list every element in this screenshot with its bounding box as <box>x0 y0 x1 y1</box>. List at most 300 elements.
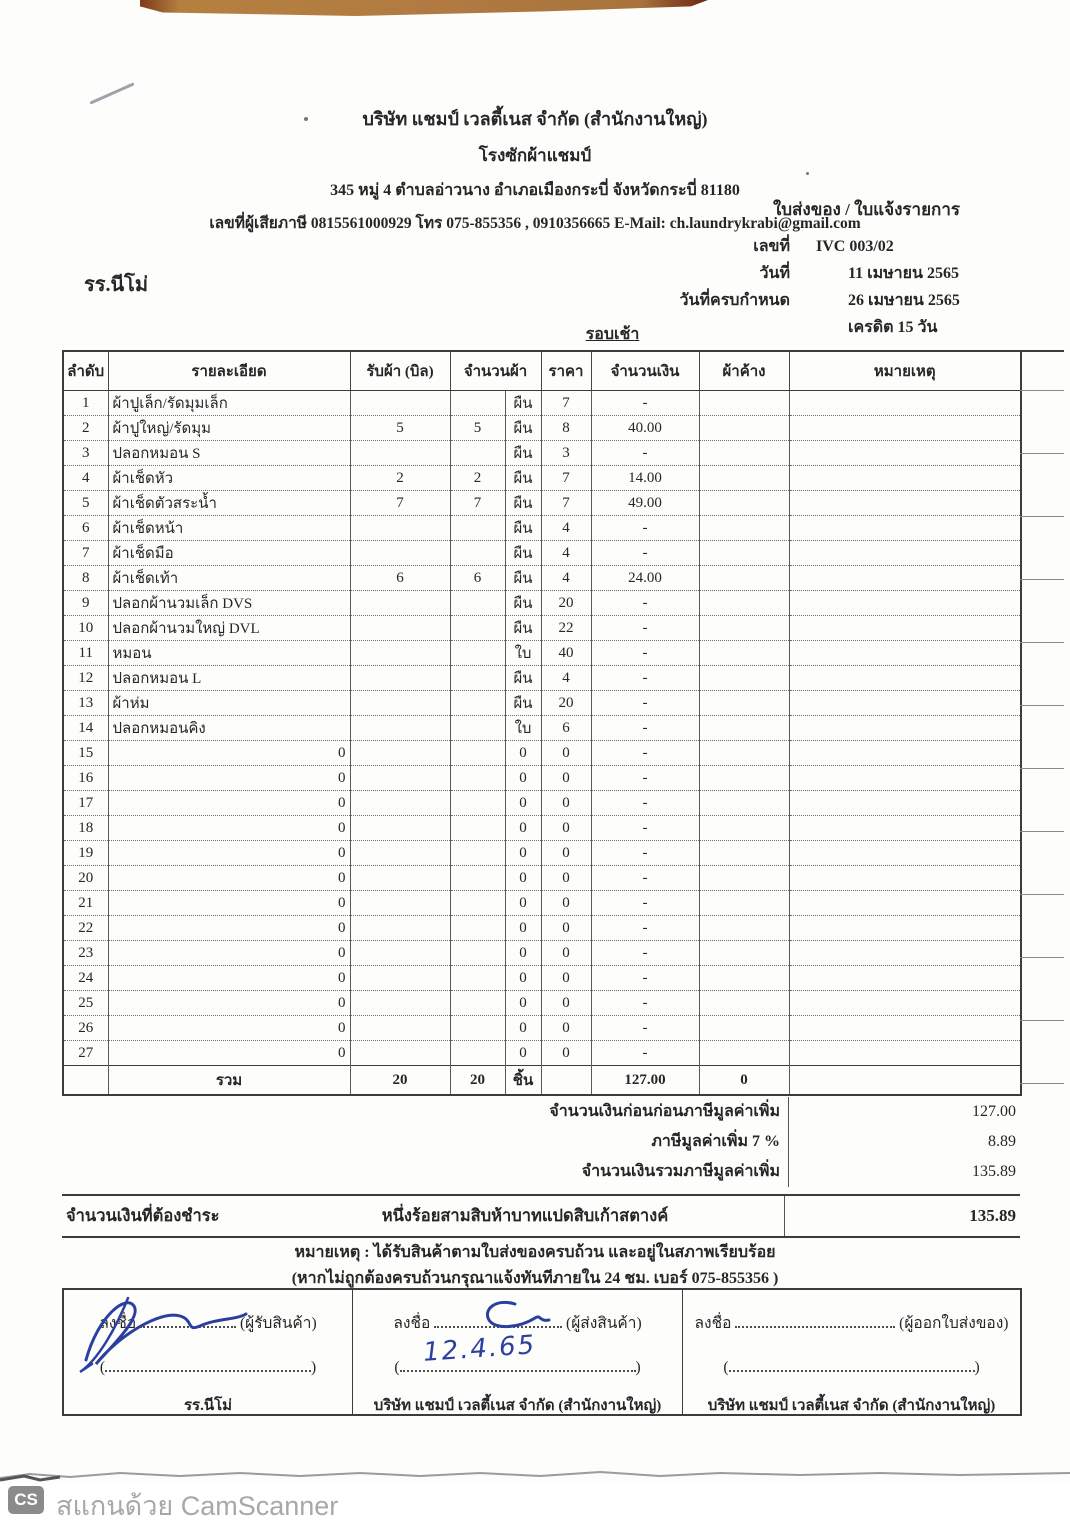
item-description: ปลอกหมอนคิง <box>108 716 350 741</box>
col-amount: จำนวนเงิน <box>591 351 699 391</box>
price: 0 <box>541 966 591 991</box>
unit: 0 <box>505 991 541 1016</box>
amount: - <box>591 591 699 616</box>
note <box>789 841 1021 866</box>
received-bill <box>350 716 450 741</box>
unit: ผืน <box>505 591 541 616</box>
row-number: 15 <box>63 741 108 766</box>
item-description: ผ้าเช็ดหัว <box>108 466 350 491</box>
row-number: 3 <box>63 441 108 466</box>
price: 0 <box>541 1041 591 1066</box>
note <box>789 666 1021 691</box>
total-received: 20 <box>350 1066 450 1096</box>
table-row <box>63 691 1021 716</box>
cloth-count: 5 <box>450 416 505 441</box>
pending-cloth <box>699 741 789 766</box>
table-row <box>63 441 1021 466</box>
pending-cloth <box>699 1016 789 1041</box>
price: 40 <box>541 641 591 666</box>
received-bill <box>350 941 450 966</box>
item-description: ปลอกผ้านวมใหญ่ DVL <box>108 616 350 641</box>
amount: - <box>591 391 699 416</box>
item-description: ผ้าเช็ดตัวสระน้ำ <box>108 491 350 516</box>
amount: 49.00 <box>591 491 699 516</box>
note <box>789 466 1021 491</box>
unit: ผืน <box>505 666 541 691</box>
price: 0 <box>541 941 591 966</box>
total-unit: ชิ้น <box>505 1066 541 1096</box>
table-row <box>63 766 1021 791</box>
signer-role: (ผู้ออกใบส่งของ) <box>899 1315 1009 1332</box>
row-number: 7 <box>63 541 108 566</box>
cloth-count <box>450 541 505 566</box>
table-row <box>63 941 1021 966</box>
row-number: 16 <box>63 766 108 791</box>
subtotal-label: จำนวนเงินก่อนก่อนภาษีมูลค่าเพิ่ม <box>62 1097 789 1127</box>
cloth-count <box>450 591 505 616</box>
company-name: บริษัท แชมป์ เวลตี้เนส จำกัด (สำนักงานใหญ่) <box>362 109 708 129</box>
item-description: 0 <box>108 1016 350 1041</box>
cloth-count: 6 <box>450 566 505 591</box>
item-description: 0 <box>108 966 350 991</box>
note <box>789 691 1021 716</box>
amount: - <box>591 966 699 991</box>
pending-cloth <box>699 966 789 991</box>
note <box>789 441 1021 466</box>
cloth-count <box>450 741 505 766</box>
amount: - <box>591 691 699 716</box>
cloth-count <box>450 666 505 691</box>
tax-id-line: เลขที่ผู้เสียภาษี 0815561000929 โทร 075-855356 , 0910356665 E-Mail: ch.laundrykrabi@gmail.com <box>209 215 861 232</box>
price: 0 <box>541 1016 591 1041</box>
price: 3 <box>541 441 591 466</box>
cloth-count <box>450 516 505 541</box>
pending-cloth <box>699 866 789 891</box>
handwritten-date: 12.4.65 <box>422 1330 538 1368</box>
item-description: 0 <box>108 766 350 791</box>
table-row <box>63 591 1021 616</box>
cloth-count <box>450 766 505 791</box>
table-row <box>63 916 1021 941</box>
cloth-count <box>450 966 505 991</box>
table-row <box>63 1041 1021 1066</box>
table-row <box>63 866 1021 891</box>
received-bill <box>350 991 450 1016</box>
table-row <box>63 991 1021 1016</box>
amount: - <box>591 916 699 941</box>
note <box>789 391 1021 416</box>
unit: 0 <box>505 841 541 866</box>
received-bill <box>350 866 450 891</box>
amount: - <box>591 616 699 641</box>
note <box>789 566 1021 591</box>
price: 0 <box>541 916 591 941</box>
item-description: 0 <box>108 891 350 916</box>
row-number: 22 <box>63 916 108 941</box>
total-label: รวม <box>108 1066 350 1096</box>
pen-scribble-mark <box>89 82 134 104</box>
row-number: 12 <box>63 666 108 691</box>
unit: 0 <box>505 766 541 791</box>
unit: ผืน <box>505 516 541 541</box>
received-bill: 6 <box>350 566 450 591</box>
amount-due-value: 135.89 <box>969 1206 1016 1225</box>
col-note: หมายเหตุ <box>789 351 1021 391</box>
unit: ผืน <box>505 466 541 491</box>
cloth-count <box>450 891 505 916</box>
pending-cloth <box>699 491 789 516</box>
item-description: หมอน <box>108 641 350 666</box>
amount: - <box>591 841 699 866</box>
row-number: 10 <box>63 616 108 641</box>
amount: - <box>591 716 699 741</box>
pending-cloth <box>699 516 789 541</box>
item-description: 0 <box>108 741 350 766</box>
price: 0 <box>541 741 591 766</box>
amount: - <box>591 941 699 966</box>
sign-label: ลงชื่อ <box>99 1315 137 1332</box>
invoice-no-value: IVC 003/02 <box>816 238 894 255</box>
total-price <box>541 1066 591 1096</box>
item-description: 0 <box>108 866 350 891</box>
amount: - <box>591 1041 699 1066</box>
table-row <box>63 616 1021 641</box>
received-bill <box>350 916 450 941</box>
issuer-org: บริษัท แชมป์ เวลตี้เนส จำกัด (สำนักงานใหญ่) <box>707 1398 996 1414</box>
unit: ผืน <box>505 541 541 566</box>
table-row <box>63 416 1021 441</box>
amount: - <box>591 441 699 466</box>
price: 0 <box>541 991 591 1016</box>
unit: 0 <box>505 741 541 766</box>
unit: 0 <box>505 916 541 941</box>
item-description: ผ้าปูเล็ก/รัดมุมเล็ก <box>108 391 350 416</box>
pending-cloth <box>699 566 789 591</box>
price: 7 <box>541 466 591 491</box>
amount: - <box>591 866 699 891</box>
received-bill <box>350 891 450 916</box>
price: 7 <box>541 391 591 416</box>
note <box>789 916 1021 941</box>
amount: - <box>591 791 699 816</box>
table-row <box>63 966 1021 991</box>
price: 8 <box>541 416 591 441</box>
cloth-count <box>450 791 505 816</box>
note <box>789 541 1021 566</box>
company-address: 345 หมู่ 4 ตำบลอ่าวนาง อำเภอเมืองกระบี่ จังหวัดกระบี่ 81180 <box>330 182 740 199</box>
received-bill <box>350 541 450 566</box>
torn-paper-edge <box>0 1468 1070 1482</box>
price: 0 <box>541 791 591 816</box>
remark-line-1: หมายเหตุ : ได้รับสินค้าตามใบส่งของครบถ้วน และอยู่ในสภาพเรียบร้อย <box>294 1244 776 1261</box>
cloth-count <box>450 1016 505 1041</box>
amount: - <box>591 991 699 1016</box>
pending-cloth <box>699 716 789 741</box>
price: 20 <box>541 591 591 616</box>
unit: ผืน <box>505 616 541 641</box>
sign-label: ลงชื่อ <box>694 1315 732 1332</box>
cloth-count <box>450 691 505 716</box>
received-bill <box>350 616 450 641</box>
pending-cloth <box>699 991 789 1016</box>
signature-section <box>62 1288 1022 1416</box>
signature-line <box>140 1313 236 1328</box>
pending-cloth <box>699 941 789 966</box>
document-type-title: ใบส่งของ / ใบแจ้งรายการ <box>772 200 960 219</box>
subtotal-value: 127.00 <box>972 1103 1016 1120</box>
row-number: 4 <box>63 466 108 491</box>
price: 22 <box>541 616 591 641</box>
name-line <box>105 1357 311 1372</box>
note <box>789 1041 1021 1066</box>
unit: 0 <box>505 791 541 816</box>
note <box>789 616 1021 641</box>
item-description: 0 <box>108 791 350 816</box>
unit: ผืน <box>505 441 541 466</box>
row-number: 6 <box>63 516 108 541</box>
signer-role: (ผู้ส่งสินค้า) <box>566 1315 642 1332</box>
camscanner-text: สแกนด้วย CamScanner <box>56 1491 339 1521</box>
item-description: 0 <box>108 816 350 841</box>
unit: ผืน <box>505 416 541 441</box>
table-row <box>63 791 1021 816</box>
unit: 0 <box>505 866 541 891</box>
pending-cloth <box>699 641 789 666</box>
row-number: 18 <box>63 816 108 841</box>
pending-cloth <box>699 541 789 566</box>
unit: 0 <box>505 1016 541 1041</box>
signature-box-sender: 12.4.65 ลงชื่อ (ผู้ส่งสินค้า) ( ) บริษัท แชมป์ เวลตี้เนส จำกัด (สำนักงานใหญ่) <box>353 1290 683 1414</box>
received-bill <box>350 1041 450 1066</box>
note <box>789 966 1021 991</box>
amount: - <box>591 766 699 791</box>
cloth-count <box>450 716 505 741</box>
round-label: รอบเช้า <box>585 326 640 343</box>
table-row <box>63 741 1021 766</box>
row-number: 9 <box>63 591 108 616</box>
row-number: 21 <box>63 891 108 916</box>
received-bill <box>350 591 450 616</box>
note <box>789 791 1021 816</box>
item-description: ปลอกหมอน S <box>108 441 350 466</box>
item-description: ผ้าเช็ดมือ <box>108 541 350 566</box>
pending-cloth <box>699 691 789 716</box>
due-date-value: 26 เมษายน 2565 <box>848 292 960 309</box>
total-note <box>789 1066 1021 1096</box>
amount: - <box>591 666 699 691</box>
note <box>789 741 1021 766</box>
amount: 40.00 <box>591 416 699 441</box>
table-row <box>63 641 1021 666</box>
amount-due-row <box>62 1194 1020 1238</box>
price: 4 <box>541 666 591 691</box>
cloth-count <box>450 991 505 1016</box>
pending-cloth <box>699 616 789 641</box>
price: 20 <box>541 691 591 716</box>
scan-background-strip <box>140 0 708 16</box>
item-description: ผ้าปูใหญ่/รัดมุม <box>108 416 350 441</box>
row-number: 27 <box>63 1041 108 1066</box>
cloth-count <box>450 391 505 416</box>
row-number: 23 <box>63 941 108 966</box>
cloth-count <box>450 916 505 941</box>
pending-cloth <box>699 441 789 466</box>
receiver-org: รร.นีโม่ <box>183 1398 233 1414</box>
cloth-count <box>450 616 505 641</box>
row-number: 11 <box>63 641 108 666</box>
row-number: 24 <box>63 966 108 991</box>
table-row <box>63 1016 1021 1041</box>
invoice-date-value: 11 เมษายน 2565 <box>848 265 959 282</box>
note <box>789 641 1021 666</box>
item-description: 0 <box>108 916 350 941</box>
amount-due-label: จำนวนเงินที่ต้องชำระ <box>66 1206 220 1225</box>
unit: ใบ <box>505 641 541 666</box>
row-number: 13 <box>63 691 108 716</box>
cloth-count: 2 <box>450 466 505 491</box>
amount: - <box>591 741 699 766</box>
table-header-row <box>63 351 1021 391</box>
row-number: 19 <box>63 841 108 866</box>
col-cloth-count: จำนวนผ้า <box>450 351 541 391</box>
note <box>789 1016 1021 1041</box>
received-bill <box>350 691 450 716</box>
row-number: 26 <box>63 1016 108 1041</box>
row-number: 8 <box>63 566 108 591</box>
col-price: ราคา <box>541 351 591 391</box>
unit: ใบ <box>505 716 541 741</box>
table-row <box>63 491 1021 516</box>
received-bill <box>350 441 450 466</box>
row-number: 14 <box>63 716 108 741</box>
cloth-count <box>450 841 505 866</box>
row-number: 5 <box>63 491 108 516</box>
amount: 14.00 <box>591 466 699 491</box>
table-row <box>63 841 1021 866</box>
item-description: 0 <box>108 841 350 866</box>
row-number: 17 <box>63 791 108 816</box>
received-bill <box>350 741 450 766</box>
col-description: รายละเอียด <box>108 351 350 391</box>
pending-cloth <box>699 391 789 416</box>
due-date-label: วันที่ครบกำหนด <box>679 292 790 309</box>
item-description: 0 <box>108 941 350 966</box>
unit: 0 <box>505 941 541 966</box>
total-pending: 0 <box>699 1066 789 1096</box>
invoice-date-label: วันที่ <box>759 265 790 282</box>
note <box>789 516 1021 541</box>
note <box>789 866 1021 891</box>
table-row <box>63 566 1021 591</box>
received-bill: 5 <box>350 416 450 441</box>
pending-cloth <box>699 816 789 841</box>
price: 4 <box>541 516 591 541</box>
table-row <box>63 891 1021 916</box>
received-bill <box>350 791 450 816</box>
note <box>789 941 1021 966</box>
col-received-bill: รับผ้า (บิล) <box>350 351 450 391</box>
amount: - <box>591 541 699 566</box>
pending-cloth <box>699 766 789 791</box>
sender-org: บริษัท แชมป์ เวลตี้เนส จำกัด (สำนักงานใหญ่) <box>373 1398 662 1414</box>
note <box>789 716 1021 741</box>
customer-name: รร.นีโม่ <box>84 274 149 296</box>
col-no: ลำดับ <box>63 351 108 391</box>
note <box>789 491 1021 516</box>
unit: ผืน <box>505 566 541 591</box>
name-line <box>729 1357 975 1372</box>
table-row <box>63 391 1021 416</box>
note <box>789 991 1021 1016</box>
total-amount: 127.00 <box>591 1066 699 1096</box>
ruled-lines-extension <box>1020 350 1064 1097</box>
received-bill <box>350 641 450 666</box>
pending-cloth <box>699 666 789 691</box>
received-bill <box>350 666 450 691</box>
price: 0 <box>541 816 591 841</box>
remark-line-2: (หากไม่ถูกต้องครบถ้วนกรุณาแจ้งทันทีภายใน 24 ชม. เบอร์ 075-855356 ) <box>291 1270 779 1287</box>
total-count: 20 <box>450 1066 505 1096</box>
totals-summary <box>62 1097 1020 1187</box>
received-bill: 2 <box>350 466 450 491</box>
credit-terms: เครดิต 15 วัน <box>848 319 938 336</box>
signer-role: (ผู้รับสินค้า) <box>239 1315 317 1332</box>
grand-total-value: 135.89 <box>972 1163 1016 1180</box>
item-description: ปลอกผ้านวมเล็ก DVS <box>108 591 350 616</box>
pending-cloth <box>699 841 789 866</box>
price: 4 <box>541 541 591 566</box>
unit: 0 <box>505 891 541 916</box>
amount: - <box>591 816 699 841</box>
vat-value: 8.89 <box>988 1133 1016 1150</box>
row-number: 1 <box>63 391 108 416</box>
signature-line <box>735 1313 895 1328</box>
item-description: ผ้าเช็ดเท้า <box>108 566 350 591</box>
items-body <box>63 391 1021 1066</box>
received-bill <box>350 766 450 791</box>
amount: 24.00 <box>591 566 699 591</box>
price: 0 <box>541 866 591 891</box>
items-table-wrap <box>62 350 1022 1096</box>
item-description: ผ้าห่ม <box>108 691 350 716</box>
unit: 0 <box>505 1041 541 1066</box>
cloth-count: 7 <box>450 491 505 516</box>
item-description: ปลอกหมอน L <box>108 666 350 691</box>
price: 0 <box>541 841 591 866</box>
signature-line <box>434 1313 562 1328</box>
note <box>789 591 1021 616</box>
vat-label: ภาษีมูลค่าเพิ่ม 7 % <box>62 1127 789 1157</box>
pending-cloth <box>699 891 789 916</box>
item-description: 0 <box>108 991 350 1016</box>
item-description: 0 <box>108 1041 350 1066</box>
table-row <box>63 541 1021 566</box>
row-number: 25 <box>63 991 108 1016</box>
received-bill <box>350 1016 450 1041</box>
pending-cloth <box>699 1041 789 1066</box>
signature-box-receiver: ลงชื่อ (ผู้รับสินค้า) ( ) รร.นีโม่ <box>64 1290 353 1414</box>
unit: ผืน <box>505 691 541 716</box>
branch-name: โรงซักผ้าแชมป์ <box>478 146 592 165</box>
received-bill <box>350 391 450 416</box>
signature-box-issuer: ลงชื่อ (ผู้ออกใบส่งของ) ( ) บริษัท แชมป์ เวลตี้เนส จำกัด (สำนักงานใหญ่) <box>683 1290 1020 1414</box>
sign-label: ลงชื่อ <box>393 1315 431 1332</box>
unit: ผืน <box>505 491 541 516</box>
camscanner-badge-icon: CS <box>8 1486 44 1514</box>
cloth-count <box>450 816 505 841</box>
price: 7 <box>541 491 591 516</box>
pending-cloth <box>699 916 789 941</box>
